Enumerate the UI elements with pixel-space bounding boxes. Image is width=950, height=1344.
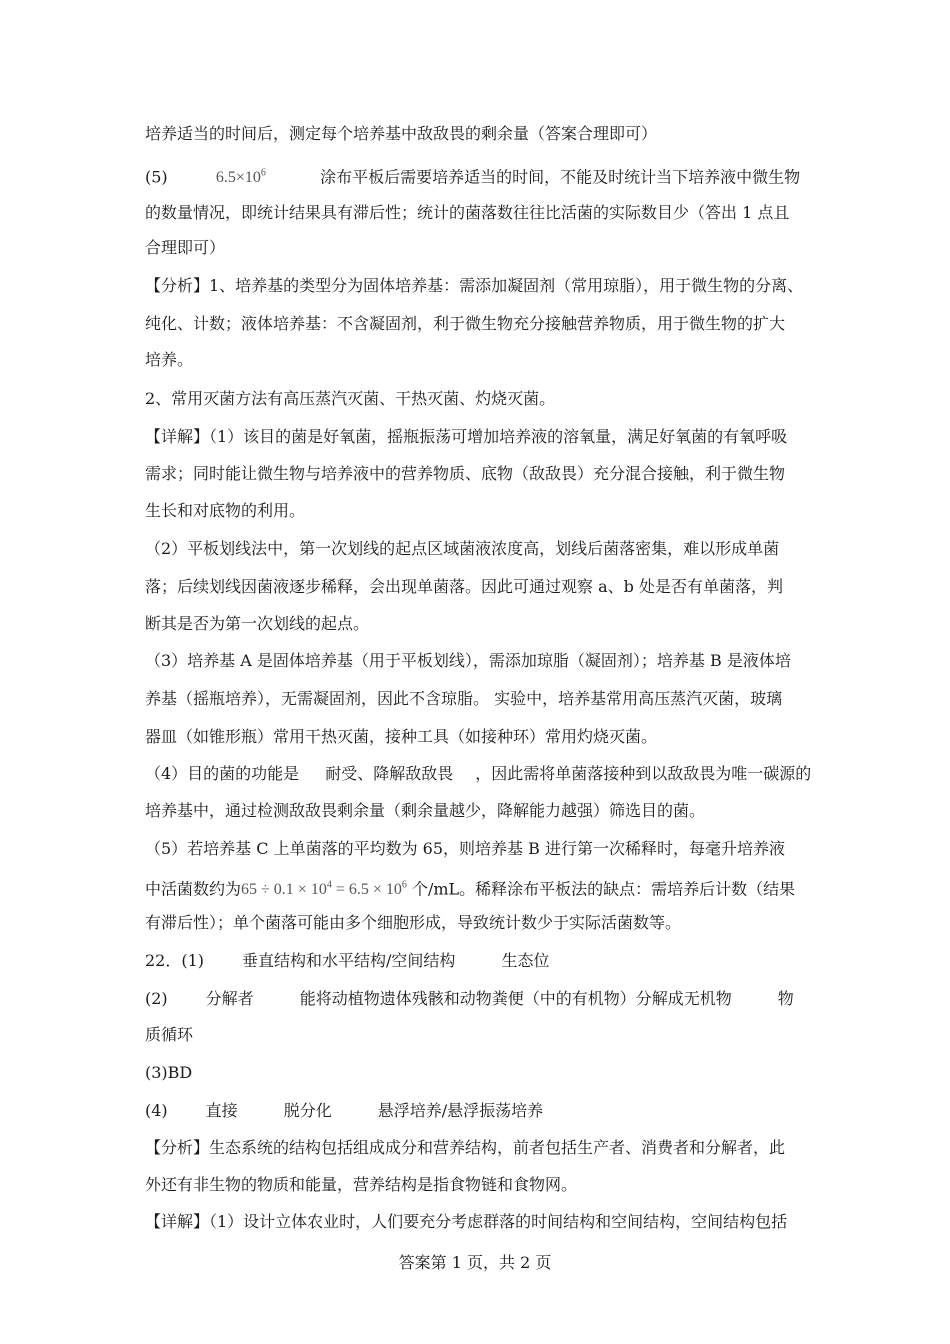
text-line: 的数量情况，即统计结果具有滞后性；统计的菌落数往往比活菌的实际数目少（答出 1 点且 xyxy=(145,203,790,222)
text-line: 培养。 xyxy=(145,350,194,369)
question-number: (5) xyxy=(145,167,168,187)
detail-line: 【详解】（1）设计立体农业时，人们要充分考虑群落的时间结构和空间结构，空间结构包括 xyxy=(145,1212,788,1231)
text-line: (2) 分解者 能将动植物遗体残骸和动物粪便（中的有机物）分解成无机物 物 xyxy=(145,989,794,1008)
text-line: (4) 直接 脱分化 悬浮培养/悬浮振荡培养 xyxy=(145,1101,544,1120)
text-line: 培养适当的时间后，测定每个培养基中敌敌畏的剩余量（答案合理即可） xyxy=(145,124,658,143)
analysis-line: 【分析】1、培养基的类型分为固体培养基：需添加凝固剂（常用琼脂），用于微生物的分离、 xyxy=(145,276,804,295)
answer-text: 涂布平板后需要培养适当的时间，不能及时统计当下培养液中微生物 xyxy=(320,167,801,187)
text-line: 纯化、计数；液体培养基：不含凝固剂，利于微生物充分接触营养物质，用于微生物的扩大 xyxy=(145,314,786,333)
text-line: (3)BD xyxy=(145,1063,193,1082)
text-line: 落；后续划线因菌液逐步稀释，会出现单菌落。因此可通过观察 a、b 处是否有单菌落，判 xyxy=(145,577,783,596)
text-line: 外还有非生物的物质和能量，营养结构是指食物链和食物网。 xyxy=(145,1175,578,1194)
text-line: 合理即可） xyxy=(145,238,226,257)
detail-line: 【详解】（1）该目的菌是好氧菌，摇瓶振荡可增加培养液的溶氧量，满足好氧菌的有氧呼吸 xyxy=(145,427,788,446)
text-line: 有滞后性）；单个菌落可能由多个细胞形成，导致统计数少于实际活菌数等。 xyxy=(145,913,682,932)
text-line: 需求；同时能让微生物与培养液中的营养物质、底物（敌敌畏）充分混合接触，利于微生物 xyxy=(145,464,786,483)
text-line xyxy=(145,164,800,188)
text-line: 培养基中，通过检测敌敌畏剩余量（剩余量越少，降解能力越强）筛选目的菌。 xyxy=(145,801,706,820)
text-line: （4）目的菌的功能是 耐受、降解敌敌畏 ，因此需将单菌落接种到以敌敌畏为唯一碳源的 xyxy=(145,764,812,783)
text-line: （5）若培养基 C 上单菌落的平均数为 65，则培养基 B 进行第一次稀释时，每毫升培养液 xyxy=(145,839,785,858)
text-line: （3）培养基 A 是固体培养基（用于平板划线），需添加琼脂（凝固剂）；培养基 B 是液体培 xyxy=(145,651,791,670)
text-line: 生长和对底物的利用。 xyxy=(145,501,306,520)
text-line: 质循环 xyxy=(145,1025,194,1044)
text-line: 断其是否为第一次划线的起点。 xyxy=(145,614,370,633)
text-line: 22．(1) 垂直结构和水平结构/空间结构 生态位 xyxy=(145,951,550,970)
text-line: 养基（摇瓶培养），无需凝固剂，因此不含琼脂。 实验中，培养基常用高压蒸汽灭菌，玻璃 xyxy=(145,689,783,708)
page-footer: 答案第 1 页，共 2 页 xyxy=(398,1253,552,1272)
text-line: 器皿（如锥形瓶）常用干热灭菌，接种工具（如接种环）常用灼烧灭菌。 xyxy=(145,727,658,746)
formula: $65 \div 0.1 \times 10^4 = 6.5 \times 10^6$ xyxy=(241,880,407,899)
text-line: 中活菌数约为$65 \div 0.1 \times 10^4 = 6.5 \times 10^6$ 个/mL。稀释涂布平板法的缺点：需培养后计数（结果 xyxy=(145,879,796,899)
formula: $6.5\times 10^6$ xyxy=(215,168,266,187)
text-line: 2、常用灭菌方法有高压蒸汽灭菌、干热灭菌、灼烧灭菌。 xyxy=(145,389,556,408)
text-line: （2）平板划线法中，第一次划线的起点区域菌液浓度高，划线后菌落密集，难以形成单菌 xyxy=(145,539,780,558)
analysis-line: 【分析】生态系统的结构包括组成成分和营养结构，前者包括生产者、消费者和分解者，此 xyxy=(145,1138,786,1157)
